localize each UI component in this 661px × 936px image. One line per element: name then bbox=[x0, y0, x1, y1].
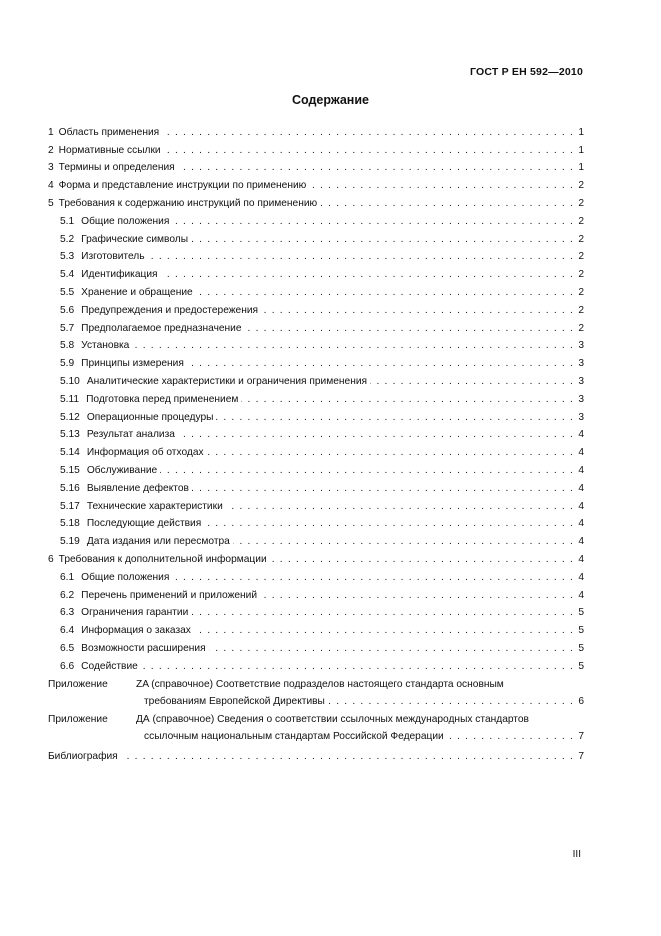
toc-entry[interactable] bbox=[48, 495, 584, 513]
dot-leader bbox=[370, 375, 574, 388]
toc-entry-label: Операционные процедуры bbox=[86, 411, 214, 423]
toc-entry-page: 1 bbox=[578, 126, 584, 138]
toc-entry[interactable] bbox=[48, 637, 584, 655]
dot-leader bbox=[172, 571, 574, 584]
document-code: ГОСТ Р ЕН 592—2010 bbox=[469, 66, 583, 78]
toc-entry-number: 4 bbox=[48, 180, 54, 192]
toc-entry-number: 6.5 bbox=[60, 642, 75, 654]
toc-entry-page: 4 bbox=[578, 571, 584, 583]
toc-entry[interactable] bbox=[48, 584, 584, 602]
toc-entry-number: 5.10 bbox=[60, 375, 80, 387]
dot-leader bbox=[447, 730, 574, 743]
dot-leader bbox=[328, 695, 574, 708]
toc-entry-number: 6.1 bbox=[60, 571, 75, 583]
toc-entry-label: Подготовка перед применением bbox=[86, 393, 239, 405]
toc-entry-label: Последующие действия bbox=[86, 518, 202, 530]
dot-leader bbox=[320, 197, 574, 210]
toc-entry[interactable] bbox=[48, 335, 584, 353]
toc-entry-label: Требования к содержанию инструкций по применению bbox=[58, 197, 318, 209]
toc-entry-page: 2 bbox=[578, 197, 584, 209]
toc-entry-number: 5.1 bbox=[60, 215, 75, 227]
toc-entry-number: 5.6 bbox=[60, 304, 75, 316]
toc-entry-page: 4 bbox=[578, 464, 584, 476]
toc-entry[interactable] bbox=[48, 548, 584, 566]
dot-leader bbox=[172, 215, 574, 228]
dot-leader bbox=[191, 606, 574, 619]
toc-entry-label: Технические характеристики bbox=[86, 500, 223, 512]
toc-entry-page: 2 bbox=[578, 215, 584, 227]
dot-leader bbox=[245, 322, 574, 335]
toc-entry-label: Предполагаемое предназначение bbox=[81, 322, 242, 334]
dot-leader bbox=[207, 446, 574, 459]
toc-entry[interactable] bbox=[48, 530, 584, 548]
dot-leader bbox=[204, 517, 574, 530]
dot-leader bbox=[241, 393, 574, 406]
toc-entry-page: 4 bbox=[578, 536, 584, 548]
toc-entry-page: 4 bbox=[578, 482, 584, 494]
appendix-first-line bbox=[48, 713, 584, 727]
toc-entry[interactable] bbox=[48, 352, 584, 370]
dot-leader bbox=[141, 660, 574, 673]
toc-entry[interactable] bbox=[48, 655, 584, 673]
toc-entry[interactable] bbox=[48, 139, 584, 157]
appendix-entry[interactable] bbox=[48, 713, 584, 743]
toc-entry-page: 3 bbox=[578, 393, 584, 405]
toc-entry-label: Ограничения гарантии bbox=[81, 607, 189, 619]
toc-entry-page: 2 bbox=[578, 286, 584, 298]
toc-entry-page: 2 bbox=[578, 233, 584, 245]
appendix-page: 6 bbox=[578, 695, 584, 707]
toc-entry-page: 4 bbox=[578, 447, 584, 459]
toc-entry-page: 4 bbox=[578, 500, 584, 512]
toc-entry-page: 5 bbox=[578, 625, 584, 637]
dot-leader bbox=[192, 482, 574, 495]
dot-leader bbox=[178, 428, 574, 441]
toc-entry-number: 5.19 bbox=[60, 536, 80, 548]
dot-leader bbox=[196, 286, 574, 299]
toc-entry-label: Дата издания или пересмотра bbox=[86, 536, 230, 548]
dot-leader bbox=[164, 144, 574, 157]
toc-entry-label: Хранение и обращение bbox=[81, 286, 193, 298]
appendix-page: 7 bbox=[578, 730, 584, 742]
toc-entry-page: 1 bbox=[578, 162, 584, 174]
toc-title: Содержание bbox=[291, 93, 369, 107]
toc-entry-page: 5 bbox=[578, 642, 584, 654]
toc-entry-page: 2 bbox=[578, 251, 584, 263]
toc-entry-number: 5.15 bbox=[60, 464, 80, 476]
dot-leader bbox=[178, 161, 574, 174]
toc-entry-number: 1 bbox=[48, 126, 54, 138]
dot-leader bbox=[194, 624, 574, 637]
dot-leader bbox=[260, 589, 574, 602]
toc-entry-number: 5.7 bbox=[60, 322, 75, 334]
toc-entry[interactable] bbox=[48, 477, 584, 495]
bibliography-page: 7 bbox=[578, 750, 584, 762]
dot-leader bbox=[160, 464, 574, 477]
toc-entry-page: 4 bbox=[578, 518, 584, 530]
toc-entry[interactable] bbox=[48, 317, 584, 335]
toc-entry-label: Требования к дополнительной информации bbox=[58, 553, 267, 565]
toc-entry-number: 5.9 bbox=[60, 358, 75, 370]
toc-entry-page: 2 bbox=[578, 304, 584, 316]
appendix-second-line bbox=[48, 727, 584, 743]
toc-entry-page: 4 bbox=[578, 589, 584, 601]
toc-entry-number: 2 bbox=[48, 144, 54, 156]
toc-entry[interactable] bbox=[48, 192, 584, 210]
dot-leader bbox=[161, 268, 574, 281]
toc-entry-number: 6.4 bbox=[60, 625, 75, 637]
toc-entry-page: 2 bbox=[578, 269, 584, 281]
toc-entry[interactable] bbox=[48, 228, 584, 246]
toc-entry-label: Графические символы bbox=[81, 233, 189, 245]
toc-entry-label: Содействие bbox=[81, 660, 138, 672]
toc-entry-number: 5 bbox=[48, 197, 54, 209]
dot-leader bbox=[187, 357, 574, 370]
toc-entry[interactable] bbox=[48, 566, 584, 584]
dot-leader bbox=[191, 233, 574, 246]
toc-entry-label: Информация об отходах bbox=[86, 447, 204, 459]
dot-leader bbox=[121, 750, 574, 763]
toc-entry[interactable] bbox=[48, 406, 584, 424]
toc-entry-page: 2 bbox=[578, 180, 584, 192]
toc-entry-number: 5.17 bbox=[60, 500, 80, 512]
toc-entry[interactable] bbox=[48, 388, 584, 406]
toc-entry-label: Установка bbox=[81, 340, 130, 352]
dot-leader bbox=[261, 304, 574, 317]
appendix-title-line2: ссылочным национальным стандартам Российской Федерации bbox=[144, 730, 444, 742]
toc-entry[interactable] bbox=[48, 424, 584, 442]
appendix-title-line1: ZA (справочное) Соответствие подразделов настоящего стандарта основным bbox=[136, 678, 504, 690]
toc-entry-number: 5.18 bbox=[60, 518, 80, 530]
toc-entry-page: 4 bbox=[578, 553, 584, 565]
toc-entry-label: Перечень применений и приложений bbox=[81, 589, 258, 601]
toc-entry[interactable] bbox=[48, 370, 584, 388]
toc-entry-page: 3 bbox=[578, 411, 584, 423]
appendix-title-line2: требованиям Европейской Директивы bbox=[144, 695, 325, 707]
toc-entry[interactable] bbox=[48, 459, 584, 477]
dot-leader bbox=[309, 179, 574, 192]
toc-entry-label: Общие положения bbox=[81, 215, 170, 227]
toc-entry-page: 3 bbox=[578, 358, 584, 370]
toc-entry-number: 5.5 bbox=[60, 286, 75, 298]
appendix-entry[interactable] bbox=[48, 678, 584, 708]
toc-entry-label: Принципы измерения bbox=[81, 358, 184, 370]
appendix-title-line1: ДА (справочное) Сведения о соответствии ссылочных международных стандартов bbox=[136, 713, 529, 725]
toc-entry-number: 6.6 bbox=[60, 660, 75, 672]
dot-leader bbox=[216, 411, 574, 424]
toc-entry[interactable] bbox=[48, 602, 584, 620]
table-of-contents bbox=[48, 121, 584, 763]
toc-entry[interactable] bbox=[48, 619, 584, 637]
toc-entry-number: 6.2 bbox=[60, 589, 75, 601]
bibliography-label: Библиография bbox=[48, 750, 118, 762]
toc-entry[interactable] bbox=[48, 210, 584, 228]
toc-entry-page: 3 bbox=[578, 340, 584, 352]
toc-entry-page: 3 bbox=[578, 375, 584, 387]
toc-entry[interactable] bbox=[48, 441, 584, 459]
toc-entry[interactable] bbox=[48, 299, 584, 317]
toc-entry[interactable] bbox=[48, 263, 584, 281]
toc-entry[interactable] bbox=[48, 246, 584, 264]
page-number: III bbox=[572, 849, 581, 860]
toc-entry-label: Выявление дефектов bbox=[86, 482, 189, 494]
toc-entry-label: Форма и представление инструкции по применению bbox=[58, 180, 307, 192]
dot-leader bbox=[233, 535, 574, 548]
toc-entry-page: 4 bbox=[578, 429, 584, 441]
toc-entry[interactable] bbox=[48, 121, 584, 139]
dot-leader bbox=[270, 553, 574, 566]
toc-entry-number: 5.3 bbox=[60, 251, 75, 263]
toc-entry-number: 5.4 bbox=[60, 269, 75, 281]
toc-entry-number: 5.11 bbox=[60, 393, 80, 405]
toc-entry-label: Идентификация bbox=[81, 269, 158, 281]
appendix-second-line bbox=[48, 692, 584, 708]
toc-entry-page: 5 bbox=[578, 607, 584, 619]
toc-entry-number: 6 bbox=[48, 553, 54, 565]
toc-entry-label: Возможности расширения bbox=[81, 642, 206, 654]
toc-entry-label: Обслуживание bbox=[86, 464, 158, 476]
toc-entry-page: 5 bbox=[578, 660, 584, 672]
appendix-first-line bbox=[48, 678, 584, 692]
toc-entry[interactable] bbox=[48, 174, 584, 192]
toc-entry-number: 5.12 bbox=[60, 411, 80, 423]
toc-entry-number: 5.8 bbox=[60, 340, 75, 352]
toc-entry-number: 3 bbox=[48, 162, 54, 174]
toc-entry-label: Результат анализа bbox=[86, 429, 175, 441]
toc-entry-bibliography[interactable] bbox=[48, 745, 584, 763]
toc-entry-number: 5.13 bbox=[60, 429, 80, 441]
dot-leader bbox=[209, 642, 574, 655]
toc-entry-number: 5.14 bbox=[60, 447, 80, 459]
toc-entry-label: Информация о заказах bbox=[81, 625, 191, 637]
toc-entry[interactable] bbox=[48, 281, 584, 299]
toc-entry-number: 6.3 bbox=[60, 607, 75, 619]
appendix-label: Приложение bbox=[48, 713, 108, 725]
toc-entry-label: Нормативные ссылки bbox=[58, 144, 161, 156]
toc-entry-label: Аналитические характеристики и ограничения применения bbox=[86, 375, 368, 387]
toc-entry[interactable] bbox=[48, 157, 584, 175]
dot-leader bbox=[148, 250, 574, 263]
dot-leader bbox=[132, 339, 574, 352]
toc-entry-label: Область применения bbox=[58, 126, 160, 138]
toc-entry-label: Термины и определения bbox=[58, 162, 175, 174]
toc-entry[interactable] bbox=[48, 513, 584, 531]
toc-entry-number: 5.2 bbox=[60, 233, 75, 245]
appendix-label: Приложение bbox=[48, 678, 108, 690]
toc-entry-label: Предупреждения и предостережения bbox=[81, 304, 259, 316]
toc-entry-page: 2 bbox=[578, 322, 584, 334]
dot-leader bbox=[162, 126, 574, 139]
toc-entry-label: Общие положения bbox=[81, 571, 170, 583]
toc-entry-page: 1 bbox=[578, 144, 584, 156]
toc-entry-number: 5.16 bbox=[60, 482, 80, 494]
toc-entry-label: Изготовитель bbox=[81, 251, 145, 263]
dot-leader bbox=[226, 500, 574, 513]
